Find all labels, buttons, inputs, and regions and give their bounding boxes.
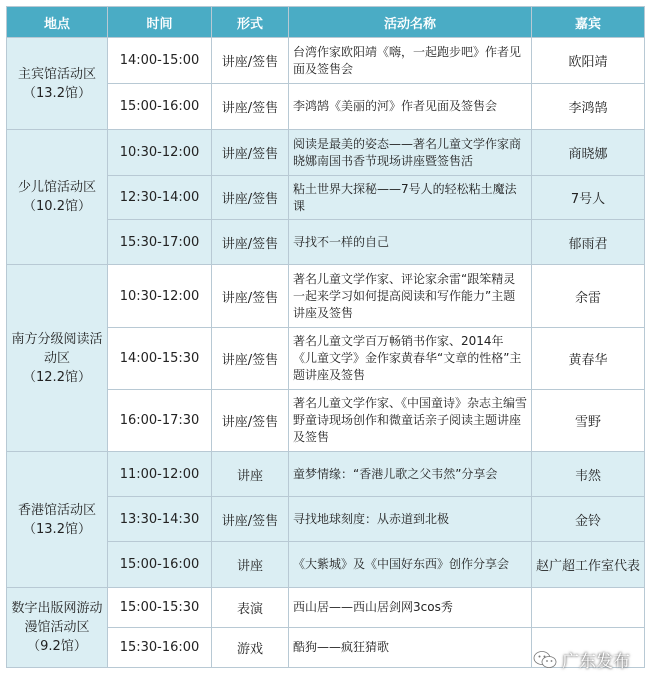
guest-cell: 余雷 (532, 265, 645, 328)
time-cell: 15:00-16:00 (108, 542, 212, 588)
guest-cell: 黄春华 (532, 328, 645, 390)
table-row (7, 38, 645, 84)
activity-cell: 台湾作家欧阳靖《嗨，一起跑步吧》作者见面及签售会 (289, 38, 532, 84)
activity-cell: 著名儿童文学作家、《中国童诗》杂志主编雪野童诗现场创作和微童话亲子阅读主题讲座及签售 (289, 390, 532, 452)
time-cell: 14:00-15:30 (108, 328, 212, 390)
guest-cell: 郁雨君 (532, 220, 645, 265)
time-cell: 15:00-16:00 (108, 84, 212, 130)
venue-cell: 主宾馆活动区 （13.2馆） (7, 38, 108, 130)
format-cell: 讲座 (212, 452, 289, 497)
format-cell: 讲座/签售 (212, 390, 289, 452)
guest-cell: 雪野 (532, 390, 645, 452)
header-time: 时间 (108, 7, 212, 38)
venue-cell: 少儿馆活动区 （10.2馆） (7, 130, 108, 265)
format-cell: 讲座/签售 (212, 84, 289, 130)
guest-cell: 欧阳靖 (532, 38, 645, 84)
activity-cell: 李鸿鹄《美丽的河》作者见面及签售会 (289, 84, 532, 130)
schedule-table (6, 6, 645, 668)
format-cell: 讲座/签售 (212, 497, 289, 542)
activity-cell: 《大紫城》及《中国好东西》创作分享会 (289, 542, 532, 588)
watermark (533, 647, 630, 672)
time-cell: 14:00-15:00 (108, 38, 212, 84)
format-cell: 表演 (212, 588, 289, 628)
guest-cell: 赵广超工作室代表 (532, 542, 645, 588)
format-cell: 讲座/签售 (212, 176, 289, 220)
venue-cell: 数字出版网游动 漫馆活动区 （9.2馆） (7, 588, 108, 668)
time-cell: 11:00-12:00 (108, 452, 212, 497)
wechat-icon (533, 650, 557, 670)
guest-cell (532, 588, 645, 628)
time-cell: 10:30-12:00 (108, 265, 212, 328)
format-cell: 讲座/签售 (212, 265, 289, 328)
activity-cell: 西山居——西山居剑网3cos秀 (289, 588, 532, 628)
format-cell: 游戏 (212, 628, 289, 668)
activity-cell: 童梦情缘：“香港儿歌之父韦然”分享会 (289, 452, 532, 497)
table-row (7, 588, 645, 628)
activity-cell: 寻找地球刻度：从赤道到北极 (289, 497, 532, 542)
format-cell: 讲座/签售 (212, 38, 289, 84)
activity-cell: 阅读是最美的姿态——著名儿童文学作家商晓娜南国书香节现场讲座暨签售活 (289, 130, 532, 176)
table-row (7, 265, 645, 328)
guest-cell: 韦然 (532, 452, 645, 497)
guest-cell: 李鸿鹄 (532, 84, 645, 130)
header-venue: 地点 (7, 7, 108, 38)
activity-cell: 著名儿童文学百万畅销书作家、2014年《儿童文学》金作家黄春华“文章的性格”主题讲座及签售 (289, 328, 532, 390)
time-cell: 16:00-17:30 (108, 390, 212, 452)
activity-cell: 寻找不一样的自己 (289, 220, 532, 265)
header-row (7, 7, 645, 38)
guest-cell: 7号人 (532, 176, 645, 220)
time-cell: 15:00-15:30 (108, 588, 212, 628)
time-cell: 13:30-14:30 (108, 497, 212, 542)
activity-cell: 酷狗——疯狂猜歌 (289, 628, 532, 668)
header-guest: 嘉宾 (532, 7, 645, 38)
format-cell: 讲座/签售 (212, 130, 289, 176)
time-cell: 15:30-16:00 (108, 628, 212, 668)
venue-cell: 香港馆活动区 （13.2馆） (7, 452, 108, 588)
table-row (7, 130, 645, 176)
format-cell: 讲座/签售 (212, 328, 289, 390)
venue-cell: 南方分级阅读活 动区 （12.2馆） (7, 265, 108, 452)
time-cell: 12:30-14:00 (108, 176, 212, 220)
guest-cell: 商晓娜 (532, 130, 645, 176)
activity-cell: 著名儿童文学作家、评论家余雷“跟笨精灵一起来学习如何提高阅读和写作能力”主题讲座及签售 (289, 265, 532, 328)
format-cell: 讲座/签售 (212, 220, 289, 265)
watermark-text: 广东发布 (562, 652, 630, 672)
format-cell: 讲座 (212, 542, 289, 588)
activity-cell: 粘土世界大探秘——7号人的轻松粘土魔法课 (289, 176, 532, 220)
table-row (7, 452, 645, 497)
guest-cell: 金铃 (532, 497, 645, 542)
header-format: 形式 (212, 7, 289, 38)
time-cell: 15:30-17:00 (108, 220, 212, 265)
header-activity: 活动名称 (289, 7, 532, 38)
time-cell: 10:30-12:00 (108, 130, 212, 176)
